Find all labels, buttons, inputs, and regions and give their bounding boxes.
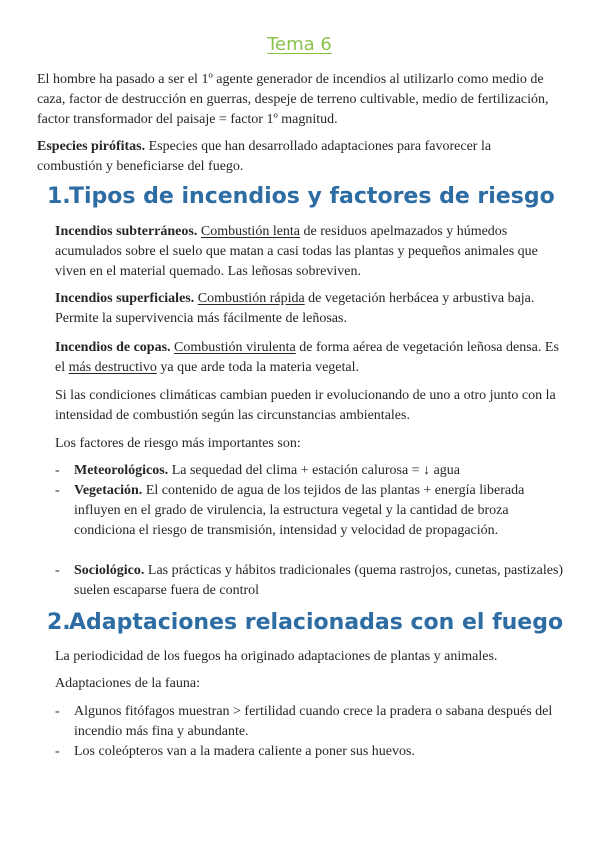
section2-number: 2.: [47, 610, 71, 635]
evolucion-paragraph: Si las condiciones climáticas cambian pueden ir evolucionando de uno a otro junto con la intensidad de combustión según las circunstancias ambientales.: [55, 388, 556, 423]
list-item-text: [74, 561, 570, 601]
pirofitas-text: Especies que han desarrollado adaptaciones para favorecer la combustión y beneficiarse del fuego.: [37, 139, 492, 174]
page-title: Tema 6: [267, 34, 332, 55]
superficiales-text: de vegetación herbácea y arbustiva baja. Permite la supervivencia más fácilmente de leñosas.: [55, 291, 535, 326]
section2-heading-text: Adaptaciones relacionadas con el fuego: [69, 610, 564, 635]
pirofitas-paragraph: [37, 137, 559, 177]
bullet-dash: -: [55, 483, 60, 498]
list-item-text: Los coleópteros van a la madera caliente a poner sus huevos.: [74, 744, 415, 759]
section1-heading-text: Tipos de incendios y factores de riesgo: [69, 184, 555, 209]
list-item-text: [74, 481, 570, 541]
list-item: [55, 702, 571, 742]
subterraneos-paragraph: [55, 222, 571, 282]
superficiales-paragraph: [55, 289, 571, 329]
bullet-dash: -: [55, 704, 60, 719]
intro-paragraph: El hombre ha pasado a ser el 1º agente generador de incendios al utilizarlo como medio de caza, factor de destrucción en guerras, despeje de terreno cultivable, medio de fertilización, factor transformador del paisaje = factor 1º magnitud.: [37, 72, 549, 127]
list-item-text: Algunos fitófagos muestran > fertilidad cuando crece la pradera o sabana después del incendio más fina y abundante.: [74, 704, 553, 739]
subterraneos-text: de residuos apelmazados y húmedos acumulados sobre el suelo que matan a casi todas las plantas y pequeños animales que viven en el material quemado. Las leñosas sobreviven.: [55, 224, 538, 279]
factores-intro: Los factores de riesgo más importantes son:: [55, 436, 301, 451]
factor-term: Sociológico.: [74, 563, 145, 578]
section1-heading: [47, 183, 555, 211]
bullet-dash: -: [55, 463, 60, 478]
list-item: [55, 561, 571, 601]
fauna-intro: Adaptaciones de la fauna:: [55, 676, 200, 691]
factor-text: Las prácticas y hábitos tradicionales (quema rastrojos, cunetas, pastizales) suelen escaparse fuera de control: [74, 563, 564, 598]
list-item: [55, 461, 571, 481]
section1-number: 1.: [47, 184, 71, 209]
factor-term: Vegetación.: [74, 483, 143, 498]
copas-text-b: ya que arde toda la materia vegetal.: [156, 360, 359, 375]
copas-underline: Combustión virulenta: [174, 340, 296, 355]
superficiales-underline: Combustión rápida: [197, 291, 305, 306]
bullet-dash: -: [55, 744, 60, 759]
copas-term: Incendios de copas.: [55, 340, 171, 355]
list-item: [55, 742, 571, 762]
bullet-dash: -: [55, 563, 60, 578]
factor-text: El contenido de agua de los tejidos de las plantas + energía liberada influyen en el grado de virulencia, la estructura vegetal y la cantidad de broza condiciona el riesgo de transmisión, intensidad y velocidad de propagación.: [74, 483, 525, 538]
list-item-text: [74, 461, 570, 481]
superficiales-term: Incendios superficiales.: [55, 291, 195, 306]
section2-heading: [47, 609, 563, 637]
periodicidad-paragraph: La periodicidad de los fuegos ha originado adaptaciones de plantas y animales.: [55, 649, 498, 664]
copas-paragraph: [55, 338, 571, 378]
subterraneos-underline: Combustión lenta: [200, 224, 301, 239]
copas-underline-2: más destructivo: [68, 360, 157, 375]
factor-term: Meteorológicos.: [74, 463, 169, 478]
copas-text-a: de forma aérea de vegetación leñosa densa. Es el: [55, 340, 559, 375]
list-item: [55, 481, 571, 561]
pirofitas-term: Especies pirófitas.: [37, 139, 146, 154]
subterraneos-term: Incendios subterráneos.: [55, 224, 198, 239]
factor-text: La sequedad del clima + estación calurosa = ↓ agua: [168, 463, 461, 478]
